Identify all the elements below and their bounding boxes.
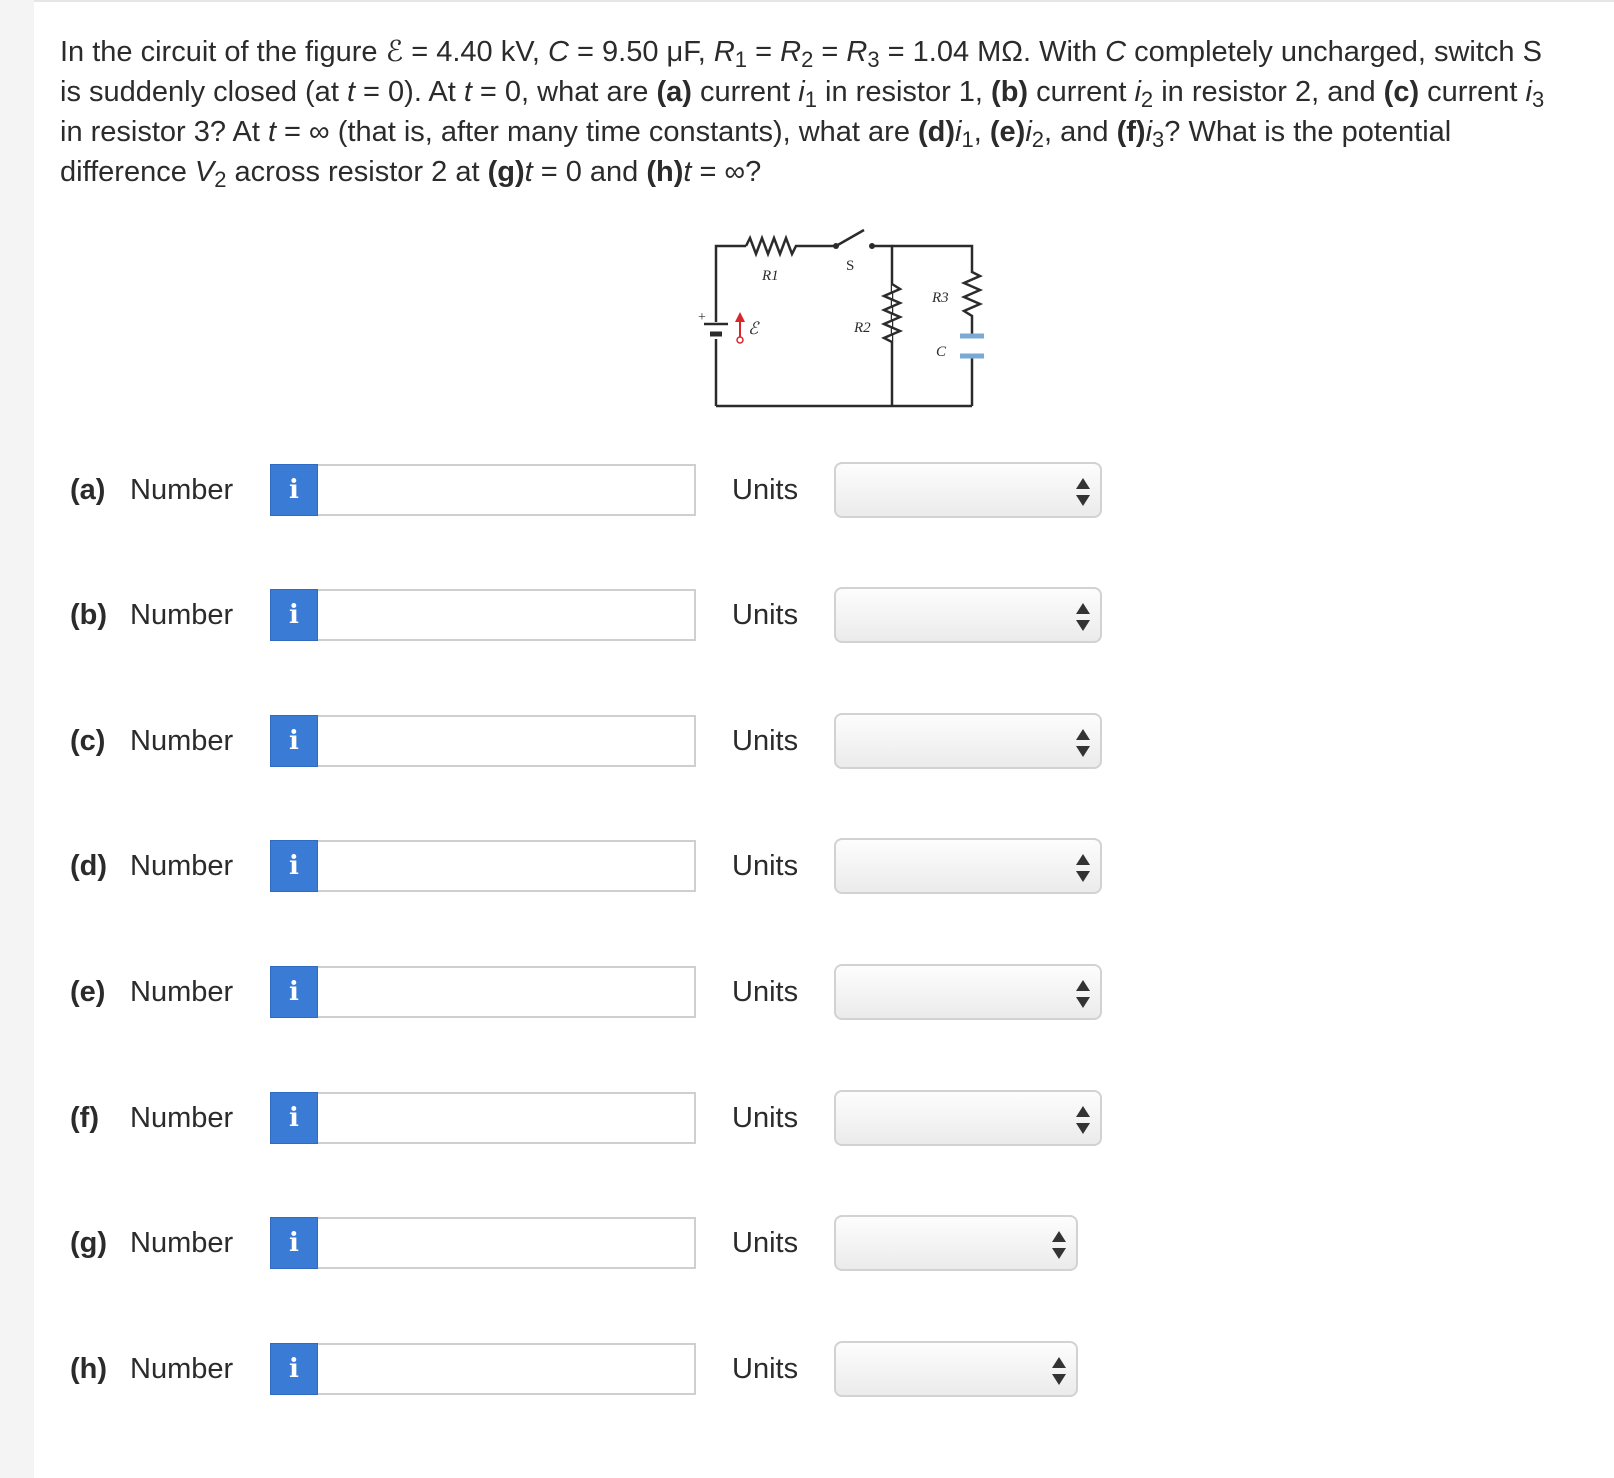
units-label: Units [732,599,799,631]
number-input[interactable] [318,840,696,892]
units-select[interactable] [834,1341,1078,1397]
units-select[interactable] [834,1215,1078,1271]
info-icon: i [289,977,299,1007]
answer-row-c [70,713,1170,769]
part-label: (e) [70,976,106,1008]
resistor-r3-icon [964,254,980,334]
select-arrows-icon [1076,854,1090,882]
info-button[interactable] [270,1217,318,1269]
answer-row-d [70,838,1170,894]
info-button[interactable] [270,715,318,767]
info-button[interactable] [270,1343,318,1395]
number-input[interactable] [318,1217,696,1269]
number-label: Number [130,725,234,757]
label-r1: R1 [762,268,779,284]
capacitor-c-icon [960,336,984,356]
answer-row-e [70,964,1170,1020]
part-label: (f) [70,1102,99,1134]
part-label: (d) [70,850,108,882]
info-icon: i [289,1103,299,1133]
number-label: Number [130,1227,234,1259]
resistor-r2-icon [884,284,900,342]
label-r2: R2 [854,320,871,336]
number-input[interactable] [318,966,696,1018]
number-input[interactable] [318,589,696,641]
number-label: Number [130,1102,234,1134]
number-input[interactable] [318,1343,696,1395]
label-c: C [936,344,947,360]
select-arrows-icon [1052,1231,1066,1259]
select-arrows-icon [1076,1106,1090,1134]
units-label: Units [732,850,799,882]
info-icon: i [289,851,299,881]
info-icon: i [289,1354,299,1384]
emf-label: ℰ [748,319,759,338]
question-text: In the circuit of the figure ℰ = 4.40 kV, C = 9.50 μF, $R_1 = R_2 = R_3 = 1.04$ MΩ. With C completely uncharged, switch S is suddenly closed (at t = 0). At t = 0, what are (a) current $i_1$ in resistor 1, (b) current $i_2$ in resistor 2, and (c) current $i_3$ in resistor 3? At t = ∞ (that is, after many time constants), what are $(d)i_1$, $(e)i_2$, and $(f)i_3$? What is the potential difference $V_2$ across resistor 2 at (g)t = 0 and (h)t = ∞? [60,36,1545,192]
select-arrows-icon [1076,729,1090,757]
answer-row-b [70,587,1170,643]
units-select[interactable] [834,713,1102,769]
units-label: Units [732,1102,799,1134]
part-label: (h) [70,1353,108,1385]
answer-row-f [70,1090,1170,1146]
units-select[interactable] [834,1090,1102,1146]
units-label: Units [732,725,799,757]
part-label: (c) [70,725,106,757]
units-select[interactable] [834,838,1102,894]
select-arrows-icon [1052,1357,1066,1385]
units-select[interactable] [834,964,1102,1020]
info-button[interactable] [270,1092,318,1144]
emf-arrow-icon [735,312,745,343]
switch-s-icon [836,230,864,246]
units-label: Units [732,1227,799,1259]
question-page [34,0,1614,1478]
select-arrows-icon [1076,603,1090,631]
info-icon: i [289,1228,299,1258]
part-label: (a) [70,474,106,506]
number-input[interactable] [318,464,696,516]
info-icon: i [289,726,299,756]
circuit-diagram [674,224,1014,424]
info-button[interactable] [270,840,318,892]
number-input[interactable] [318,1092,696,1144]
number-label: Number [130,599,234,631]
circuit-wires [716,230,980,406]
select-arrows-icon [1076,478,1090,506]
units-label: Units [732,474,799,506]
part-label: (b) [70,599,108,631]
number-label: Number [130,1353,234,1385]
resistor-r1-icon [746,238,824,254]
select-arrows-icon [1076,980,1090,1008]
info-button[interactable] [270,589,318,641]
number-label: Number [130,850,234,882]
units-label: Units [732,1353,799,1385]
part-label: (g) [70,1227,108,1259]
battery-icon [704,324,728,334]
answer-row-a [70,462,1170,518]
info-button[interactable] [270,966,318,1018]
number-input[interactable] [318,715,696,767]
units-label: Units [732,976,799,1008]
answer-row-h [70,1341,1170,1397]
number-label: Number [130,474,234,506]
units-select[interactable] [834,587,1102,643]
info-icon: i [289,600,299,630]
answer-row-g [70,1215,1170,1271]
label-r3: R3 [932,290,949,306]
battery-plus-sign: + [698,310,706,325]
info-button[interactable] [270,464,318,516]
units-select[interactable] [834,462,1102,518]
number-label: Number [130,976,234,1008]
info-icon: i [289,475,299,505]
label-switch: S [846,258,855,274]
